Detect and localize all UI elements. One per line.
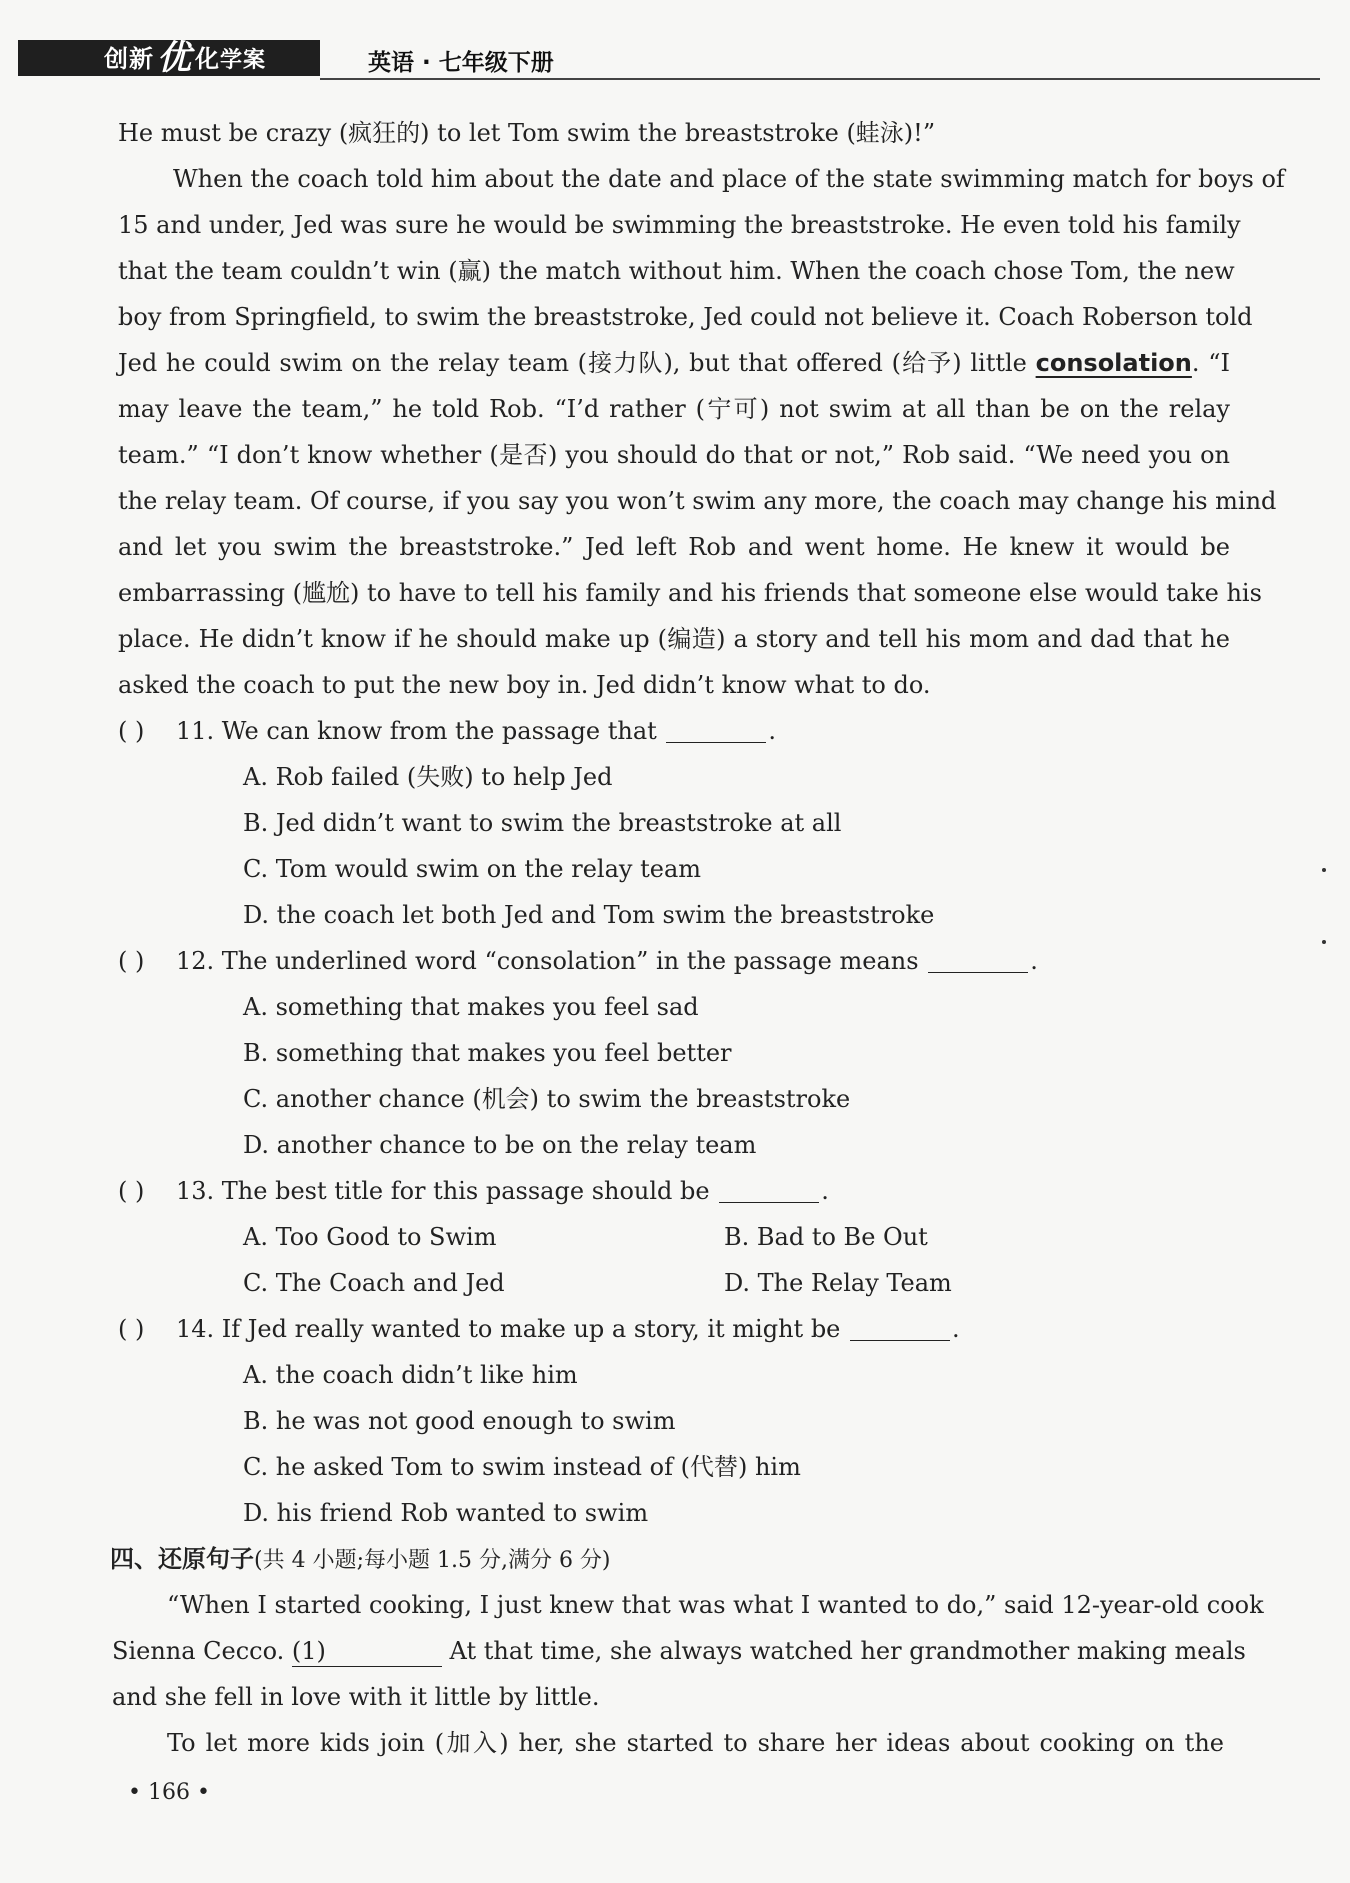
section-text: At that time, she always watched her grandmother making meals [441,1637,1246,1665]
question-stem: 14. If Jed really wanted to make up a story, it might be [176,1315,849,1343]
brand-logo [18,40,320,76]
question-12 [118,938,1230,984]
question-end: . [1030,947,1038,975]
scan-dot [1322,868,1326,872]
option: C. Tom would swim on the relay team [243,855,702,883]
section-note: (共 4 小题;每小题 1.5 分,满分 6 分) [254,1548,611,1573]
section-text: Sienna Cecco. [112,1637,292,1665]
section-heading [110,1536,611,1582]
question-13 [118,1168,1230,1214]
question-text [176,938,1038,984]
answer-blank [928,944,1028,973]
question-11 [118,708,1230,754]
blank-1[interactable]: (1) [292,1636,442,1667]
question-stem: 13. The best title for this passage should be [176,1177,718,1205]
brand-text-4: 学案 [220,48,267,73]
option: B. something that makes you feel better [243,1039,732,1067]
question-end: . [768,717,777,745]
option: C. The Coach and Jed [243,1269,505,1297]
option: D. his friend Rob wanted to swim [243,1499,649,1527]
subject-title: 英语 · 七年级下册 [368,50,554,76]
passage-line: When the coach told him about the date and place of the state swimming match for boys of [173,165,1285,193]
question-text [176,1168,829,1214]
passage-text: Jed he could swim on the relay team (接力队), but that offered (给予) little [118,349,1036,377]
passage-line: He must be crazy (疯狂的) to let Tom swim the breaststroke (蛙泳)!” [118,119,936,147]
scan-dot [1322,940,1326,944]
question-end: . [952,1315,960,1343]
option: A. something that makes you feel sad [243,993,699,1021]
option: A. Rob failed (失败) to help Jed [243,763,613,791]
answer-blank [719,1174,819,1203]
passage-line-consolation [118,340,1230,386]
passage-line: the relay team. Of course, if you say you won’t swim any more, the coach may change his mind [118,487,1277,515]
underlined-word: consolation [1035,349,1192,377]
passage-line: place. He didn’t know if he should make up (编造) a story and tell his mom and dad that he [118,625,1230,653]
question-end: . [821,1177,829,1205]
option: A. the coach didn’t like him [243,1361,578,1389]
passage-line: may leave the team,” he told Rob. “I’d rather (宁可) not swim at all than be on the relay [118,395,1230,423]
section-line-blank [112,1628,1246,1674]
passage-line: asked the coach to put the new boy in. Jed didn’t know what to do. [118,671,931,699]
passage-line: embarrassing (尴尬) to have to tell his family and his friends that someone else would take his [118,579,1262,607]
section-title: 四、还原句子 [110,1545,254,1573]
passage-line: 15 and under, Jed was sure he would be swimming the breaststroke. He even told his family [118,211,1241,239]
brand-text-3: 化 [195,45,220,73]
option: D. the coach let both Jed and Tom swim the breaststroke [243,901,935,929]
answer-bracket[interactable]: ( ) [118,947,145,975]
option: A. Too Good to Swim [243,1223,497,1251]
option: B. Bad to Be Out [724,1223,928,1251]
option: B. he was not good enough to swim [243,1407,676,1435]
passage-line: team.” “I don’t know whether (是否) you should do that or not,” Rob said. “We need you on [118,441,1230,469]
question-text [176,708,776,754]
passage-text: . “I [1191,349,1230,377]
brand-text-2: 优 [157,38,192,78]
brand-text-1: 创新 [104,45,154,73]
question-stem: 12. The underlined word “consolation” in the passage means [176,947,927,975]
question-text [176,1306,960,1352]
answer-blank [666,714,766,743]
header-rule [320,78,1320,80]
answer-bracket[interactable]: ( ) [118,1315,145,1343]
section-line: “When I started cooking, I just knew that was what I wanted to do,” said 12-year-old cook [167,1591,1264,1619]
passage-line: that the team couldn’t win (赢) the match without him. When the coach chose Tom, the new [118,257,1235,285]
answer-bracket[interactable]: ( ) [118,717,145,745]
page-number: • 166 • [128,1780,210,1805]
answer-blank [850,1312,950,1341]
section-line: and she fell in love with it little by little. [112,1683,600,1711]
page-header [18,36,1328,80]
option: C. he asked Tom to swim instead of (代替) him [243,1453,801,1481]
option: B. Jed didn’t want to swim the breaststroke at all [243,809,842,837]
option: C. another chance (机会) to swim the breaststroke [243,1085,851,1113]
passage-line: and let you swim the breaststroke.” Jed left Rob and went home. He knew it would be [118,533,1230,561]
passage-line: boy from Springfield, to swim the breaststroke, Jed could not believe it. Coach Roberson told [118,303,1253,331]
question-14 [118,1306,1230,1352]
option: D. The Relay Team [724,1269,952,1297]
section-line: To let more kids join (加入) her, she started to share her ideas about cooking on the [167,1729,1224,1757]
answer-bracket[interactable]: ( ) [118,1177,145,1205]
question-stem: 11. We can know from the passage that [176,717,665,745]
option: D. another chance to be on the relay team [243,1131,757,1159]
